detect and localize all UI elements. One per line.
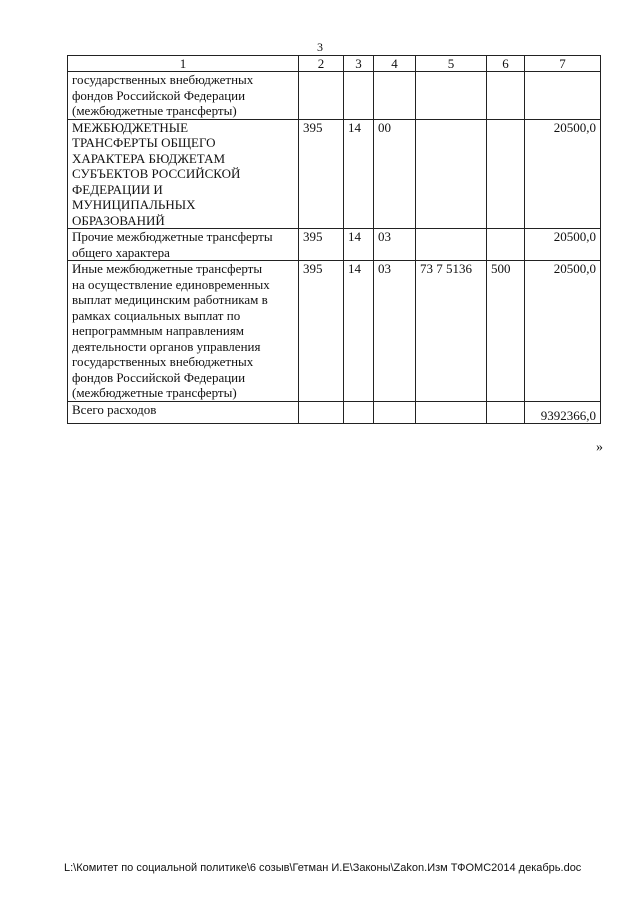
table-row-total — [68, 401, 601, 424]
column-header-1: 1 — [68, 56, 299, 72]
description-line: МЕЖБЮДЖЕТНЫЕ — [72, 119, 189, 135]
cell-section: 14 — [344, 229, 374, 261]
cell-subsection: 00 — [374, 119, 416, 229]
cell-section — [344, 401, 374, 424]
cell-amount: 20500,0 — [525, 119, 601, 229]
column-header-6: 6 — [487, 56, 525, 72]
cell-subsection: 03 — [374, 261, 416, 402]
closing-quote-mark: » — [596, 440, 603, 455]
description-line: (межбюджетные трансферты) — [72, 103, 237, 118]
cell-admin-code — [299, 401, 344, 424]
description-line: ОБРАЗОВАНИЙ — [72, 212, 165, 228]
column-header-7: 7 — [525, 56, 601, 72]
cell-subsection — [374, 72, 416, 120]
description-line: ТРАНСФЕРТЫ ОБЩЕГО — [72, 135, 216, 150]
cell-expense-type — [487, 72, 525, 120]
description-line: ФЕДЕРАЦИИ И — [72, 181, 163, 197]
cell-expense-type — [487, 401, 525, 424]
description-line: (межбюджетные трансферты) — [72, 385, 237, 400]
description-line: МУНИЦИПАЛЬНЫХ — [72, 197, 196, 212]
table-row — [68, 119, 601, 229]
description-line: Иные межбюджетные трансферты — [72, 261, 263, 276]
description-line: Всего расходов — [72, 401, 157, 417]
cell-admin-code: 395 — [299, 261, 344, 402]
description-line: непрограммным направлениям — [72, 323, 245, 338]
description-line: государственных внебюджетных — [72, 72, 254, 87]
cell-target-article — [416, 72, 487, 120]
description-line: на осуществление единовременных — [72, 276, 270, 292]
cell-subsection: 03 — [374, 229, 416, 261]
description-line: общего характера — [72, 244, 170, 260]
description-line: государственных внебюджетных — [72, 354, 254, 369]
description-line: ХАРАКТЕРА БЮДЖЕТАМ — [72, 150, 226, 166]
description-line: фондов Российской Федерации — [72, 369, 246, 385]
cell-section — [344, 72, 374, 120]
row-description — [68, 72, 299, 120]
cell-expense-type — [487, 119, 525, 229]
footer-file-path: L:\Комитет по социальной политике\6 созыв\Гетман И.Е\Законы\Zakon.Изм ТФОМС2014 декабрь.doc — [64, 862, 582, 874]
row-description — [68, 119, 299, 229]
column-header-5: 5 — [416, 56, 487, 72]
cell-admin-code: 395 — [299, 119, 344, 229]
row-description — [68, 401, 299, 424]
description-line: Прочие межбюджетные трансферты — [72, 229, 273, 244]
cell-amount — [525, 72, 601, 120]
column-header-4: 4 — [374, 56, 416, 72]
page-number: 3 — [317, 40, 323, 54]
description-line: фондов Российской Федерации — [72, 87, 246, 103]
row-description — [68, 229, 299, 261]
cell-target-article — [416, 229, 487, 261]
column-header-2: 2 — [299, 56, 344, 72]
cell-amount: 20500,0 — [525, 229, 601, 261]
cell-total-amount: 9392366,0 — [525, 401, 601, 424]
description-line: выплат медицинским работникам в — [72, 292, 268, 307]
table-row — [68, 261, 601, 402]
cell-target-article — [416, 401, 487, 424]
cell-subsection — [374, 401, 416, 424]
description-line: СУБЪЕКТОВ РОССИЙСКОЙ — [72, 166, 241, 181]
cell-expense-type: 500 — [487, 261, 525, 402]
cell-section: 14 — [344, 261, 374, 402]
cell-expense-type — [487, 229, 525, 261]
description-line: рамках социальных выплат по — [72, 307, 241, 323]
cell-target-article — [416, 119, 487, 229]
cell-admin-code: 395 — [299, 229, 344, 261]
row-description — [68, 261, 299, 402]
cell-target-article: 73 7 5136 — [416, 261, 487, 402]
cell-section: 14 — [344, 119, 374, 229]
description-line: деятельности органов управления — [72, 338, 261, 354]
cell-admin-code — [299, 72, 344, 120]
table-row — [68, 229, 601, 261]
expenditure-table — [67, 55, 601, 424]
column-header-3: 3 — [344, 56, 374, 72]
cell-amount: 20500,0 — [525, 261, 601, 402]
table-row — [68, 72, 601, 120]
table-header-row — [68, 56, 601, 72]
